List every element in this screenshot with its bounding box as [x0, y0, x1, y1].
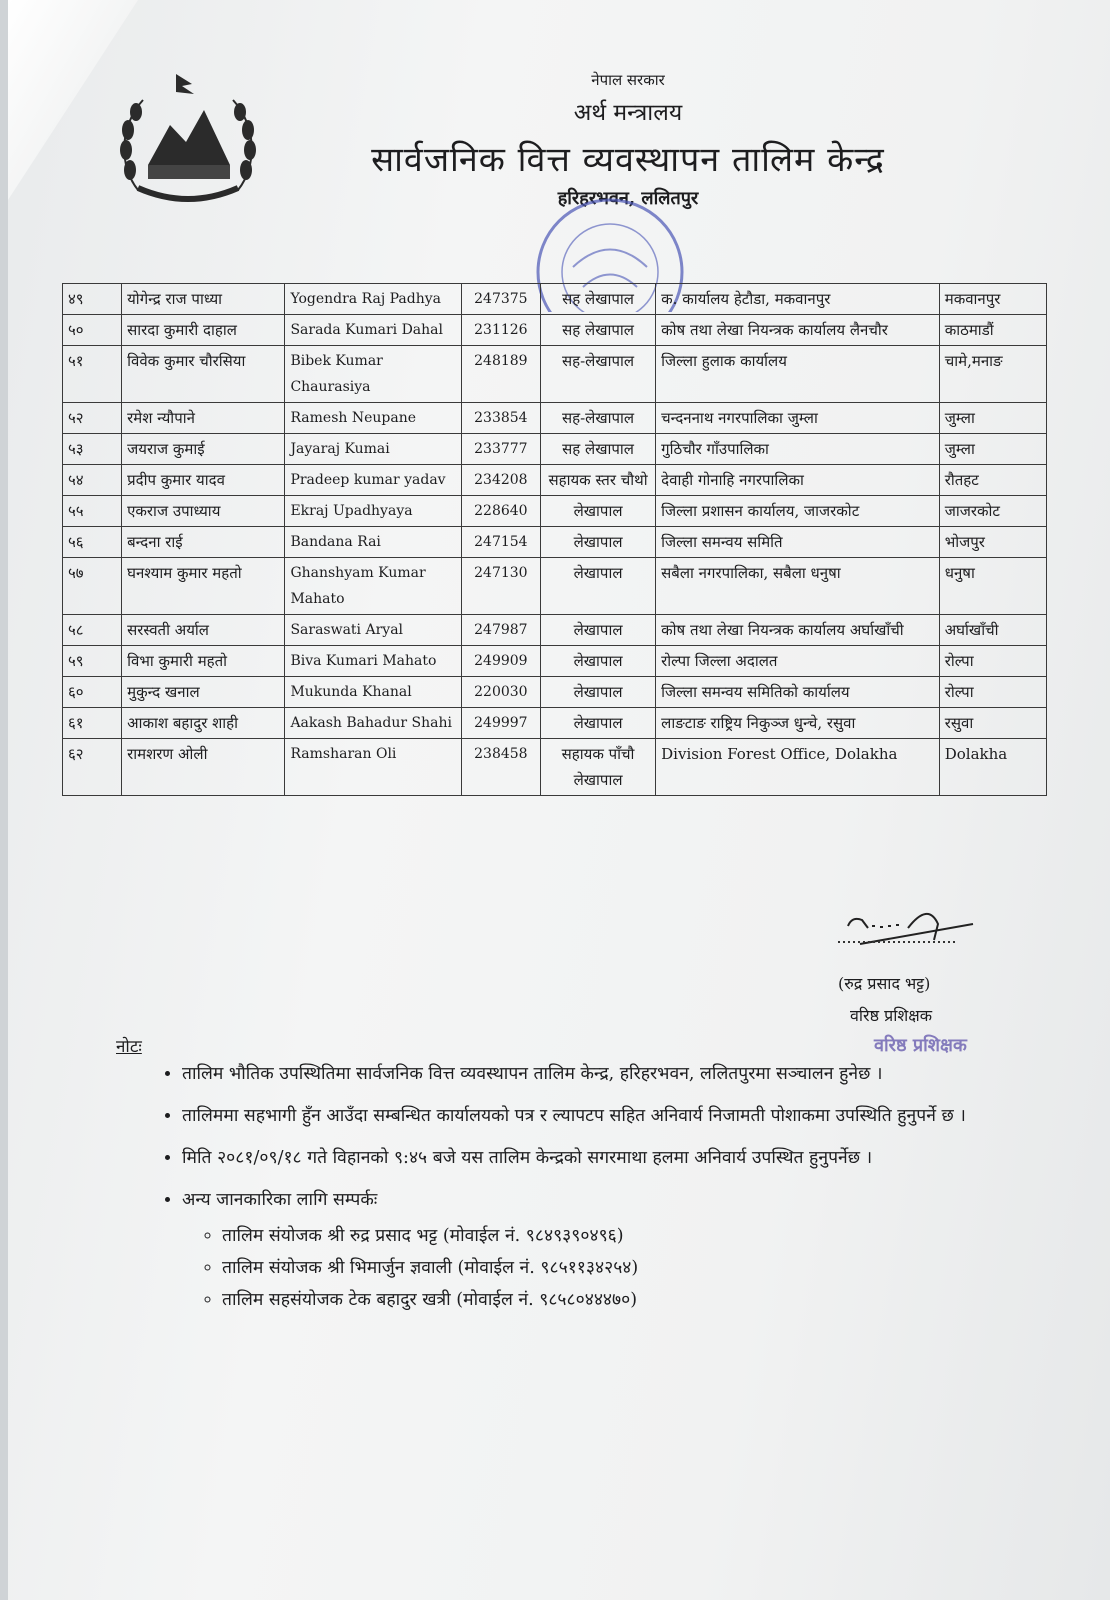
header-ministry: अर्थ मन्त्रालय [573, 100, 683, 126]
name-nepali-cell: मुकुन्द खनाल [122, 677, 285, 708]
office-cell: जिल्ला समन्वय समिति [656, 527, 940, 558]
participant-table [62, 283, 1047, 796]
name-nepali-cell: घनश्याम कुमार महतो [122, 558, 285, 615]
row-number-cell: ६० [63, 677, 122, 708]
note-item: • मिति २०८१/०९/१८ गते विहानको ९:४५ बजे यस तालिम केन्द्रको सगरमाथा हलमा अनिवार्य उपस्थित हुनुपर्नेछ । [182, 1142, 1052, 1174]
name-english-cell: Ramsharan Oli [285, 739, 461, 796]
office-cell: जिल्ला प्रशासन कार्यालय, जाजरकोट [656, 496, 940, 527]
employee-id-cell: 234208 [461, 465, 540, 496]
row-number-cell: ५४ [63, 465, 122, 496]
office-cell: चन्दननाथ नगरपालिका जुम्ला [656, 403, 940, 434]
name-nepali-cell: जयराज कुमाई [122, 434, 285, 465]
employee-id-cell: 247130 [461, 558, 540, 615]
employee-id-cell: 231126 [461, 315, 540, 346]
name-english-cell: Bandana Rai [285, 527, 461, 558]
office-cell: देवाही गोनाहि नगरपालिका [656, 465, 940, 496]
position-cell: लेखापाल [540, 646, 655, 677]
note-item: • तालिम भौतिक उपस्थितिमा सार्वजनिक वित्त व्यवस्थापन तालिम केन्द्र, हरिहरभवन, ललितपुरमा सञ्चालन हुनेछ । [182, 1058, 1052, 1090]
district-cell: काठमाडौं [939, 315, 1046, 346]
table-row [63, 708, 1047, 739]
office-cell: कोष तथा लेखा नियन्त्रक कार्यालय अर्घाखाँची [656, 615, 940, 646]
position-cell: सह-लेखापाल [540, 346, 655, 403]
signatory-stamp: वरिष्ठ प्रशिक्षक [874, 1035, 967, 1056]
row-number-cell: ५३ [63, 434, 122, 465]
position-cell: सह लेखापाल [540, 284, 655, 315]
office-cell: जिल्ला समन्वय समितिको कार्यालय [656, 677, 940, 708]
district-cell: जाजरकोट [939, 496, 1046, 527]
table-row [63, 615, 1047, 646]
employee-id-cell: 249997 [461, 708, 540, 739]
district-cell: रौतहट [939, 465, 1046, 496]
district-cell: चामे,मनाङ [939, 346, 1046, 403]
district-cell: जुम्ला [939, 434, 1046, 465]
name-nepali-cell: विवेक कुमार चौरसिया [122, 346, 285, 403]
employee-id-cell: 247987 [461, 615, 540, 646]
district-cell: धनुषा [939, 558, 1046, 615]
header-government: नेपाल सरकार [591, 71, 665, 89]
office-cell: सबैला नगरपालिका, सबैला धनुषा [656, 558, 940, 615]
note-item: • तालिममा सहभागी हुँन आउँदा सम्बन्धित कार्यालयको पत्र र ल्यापटप सहित अनिवार्य निजामती पोशाकमा उपस्थिति हुनुपर्ने छ । [182, 1100, 1052, 1132]
office-cell: कोष तथा लेखा नियन्त्रक कार्यालय लैनचौर [656, 315, 940, 346]
nepal-emblem-icon [108, 70, 268, 210]
contact-item: ◦ तालिम सहसंयोजक टेक बहादुर खत्री (मोवाईल नं. ९८५८०४४४७०) [222, 1284, 1052, 1316]
row-number-cell: ५१ [63, 346, 122, 403]
position-cell: लेखापाल [540, 615, 655, 646]
table-row [63, 496, 1047, 527]
signatory-title: वरिष्ठ प्रशिक्षक [850, 1006, 932, 1025]
signature [838, 906, 988, 966]
employee-id-cell: 248189 [461, 346, 540, 403]
position-cell: सह लेखापाल [540, 315, 655, 346]
office-cell: रोल्पा जिल्ला अदालत [656, 646, 940, 677]
row-number-cell: ५५ [63, 496, 122, 527]
row-number-cell: ५६ [63, 527, 122, 558]
contact-item: ◦ तालिम संयोजक श्री रुद्र प्रसाद भट्ट (मोवाईल नं. ९८४९३९०४९६) [222, 1220, 1052, 1252]
position-cell: लेखापाल [540, 558, 655, 615]
table-row [63, 315, 1047, 346]
name-english-cell: Bibek Kumar Chaurasiya [285, 346, 461, 403]
name-english-cell: Pradeep kumar yadav [285, 465, 461, 496]
district-cell: जुम्ला [939, 403, 1046, 434]
position-cell: लेखापाल [540, 708, 655, 739]
name-english-cell: Jayaraj Kumai [285, 434, 461, 465]
office-cell: Division Forest Office, Dolakha [656, 739, 940, 796]
table-row [63, 646, 1047, 677]
row-number-cell: ५२ [63, 403, 122, 434]
name-nepali-cell: एकराज उपाध्याय [122, 496, 285, 527]
name-nepali-cell: रामशरण ओली [122, 739, 285, 796]
name-nepali-cell: विभा कुमारी महतो [122, 646, 285, 677]
office-cell: जिल्ला हुलाक कार्यालय [656, 346, 940, 403]
row-number-cell: ५० [63, 315, 122, 346]
district-cell: रोल्पा [939, 677, 1046, 708]
district-cell: मकवानपुर [939, 284, 1046, 315]
position-cell: सहायक स्तर चौथो [540, 465, 655, 496]
note-item-contacts [182, 1184, 1052, 1316]
table-row [63, 558, 1047, 615]
position-cell: सहायक पाँचौ लेखापाल [540, 739, 655, 796]
name-nepali-cell: आकाश बहादुर शाही [122, 708, 285, 739]
row-number-cell: ४९ [63, 284, 122, 315]
row-number-cell: ६१ [63, 708, 122, 739]
district-cell: Dolakha [939, 739, 1046, 796]
table-row [63, 284, 1047, 315]
contacts-intro: अन्य जानकारिका लागि सम्पर्कः [182, 1190, 378, 1210]
row-number-cell: ५९ [63, 646, 122, 677]
contact-item: ◦ तालिम संयोजक श्री भिमार्जुन ज्ञवाली (मोवाईल नं. ९८५११३४२५४) [222, 1252, 1052, 1284]
table-row [63, 739, 1047, 796]
district-cell: रसुवा [939, 708, 1046, 739]
employee-id-cell: 247375 [461, 284, 540, 315]
name-nepali-cell: सरस्वती अर्याल [122, 615, 285, 646]
table-row [63, 346, 1047, 403]
district-cell: रोल्पा [939, 646, 1046, 677]
district-cell: अर्घाखाँची [939, 615, 1046, 646]
name-english-cell: Aakash Bahadur Shahi [285, 708, 461, 739]
employee-id-cell: 228640 [461, 496, 540, 527]
office-cell: क. कार्यालय हेटौडा, मकवानपुर [656, 284, 940, 315]
document-page [8, 0, 1110, 1600]
name-english-cell: Yogendra Raj Padhya [285, 284, 461, 315]
table-row [63, 677, 1047, 708]
notes-title: नोटः [116, 1037, 142, 1057]
header-center-name: सार्वजनिक वित्त व्यवस्थापन तालिम केन्द्र [371, 140, 885, 180]
row-number-cell: ५८ [63, 615, 122, 646]
employee-id-cell: 247154 [461, 527, 540, 558]
table-row [63, 465, 1047, 496]
table-row [63, 434, 1047, 465]
notes-list [156, 1058, 1052, 1326]
contacts-list [182, 1220, 1052, 1316]
name-english-cell: Ekraj Upadhyaya [285, 496, 461, 527]
name-nepali-cell: योगेन्द्र राज पाध्या [122, 284, 285, 315]
name-nepali-cell: सारदा कुमारी दाहाल [122, 315, 285, 346]
name-english-cell: Saraswati Aryal [285, 615, 461, 646]
table-row [63, 527, 1047, 558]
header-address: हरिहरभवन, ललितपुर [557, 188, 699, 209]
position-cell: सह लेखापाल [540, 434, 655, 465]
name-nepali-cell: प्रदीप कुमार यादव [122, 465, 285, 496]
position-cell: लेखापाल [540, 496, 655, 527]
name-english-cell: Mukunda Khanal [285, 677, 461, 708]
name-english-cell: Ramesh Neupane [285, 403, 461, 434]
signatory-name: (रुद्र प्रसाद भट्ट) [838, 974, 931, 993]
name-nepali-cell: रमेश न्यौपाने [122, 403, 285, 434]
name-english-cell: Ghanshyam Kumar Mahato [285, 558, 461, 615]
employee-id-cell: 233777 [461, 434, 540, 465]
row-number-cell: ६२ [63, 739, 122, 796]
name-nepali-cell: बन्दना राई [122, 527, 285, 558]
district-cell: भोजपुर [939, 527, 1046, 558]
employee-id-cell: 220030 [461, 677, 540, 708]
table-row [63, 403, 1047, 434]
position-cell: सह-लेखापाल [540, 403, 655, 434]
employee-id-cell: 238458 [461, 739, 540, 796]
row-number-cell: ५७ [63, 558, 122, 615]
position-cell: लेखापाल [540, 527, 655, 558]
name-english-cell: Sarada Kumari Dahal [285, 315, 461, 346]
office-cell: लाङटाङ राष्ट्रिय निकुञ्ज धुन्चे, रसुवा [656, 708, 940, 739]
employee-id-cell: 249909 [461, 646, 540, 677]
office-cell: गुठिचौर गाँउपालिका [656, 434, 940, 465]
position-cell: लेखापाल [540, 677, 655, 708]
name-english-cell: Biva Kumari Mahato [285, 646, 461, 677]
employee-id-cell: 233854 [461, 403, 540, 434]
